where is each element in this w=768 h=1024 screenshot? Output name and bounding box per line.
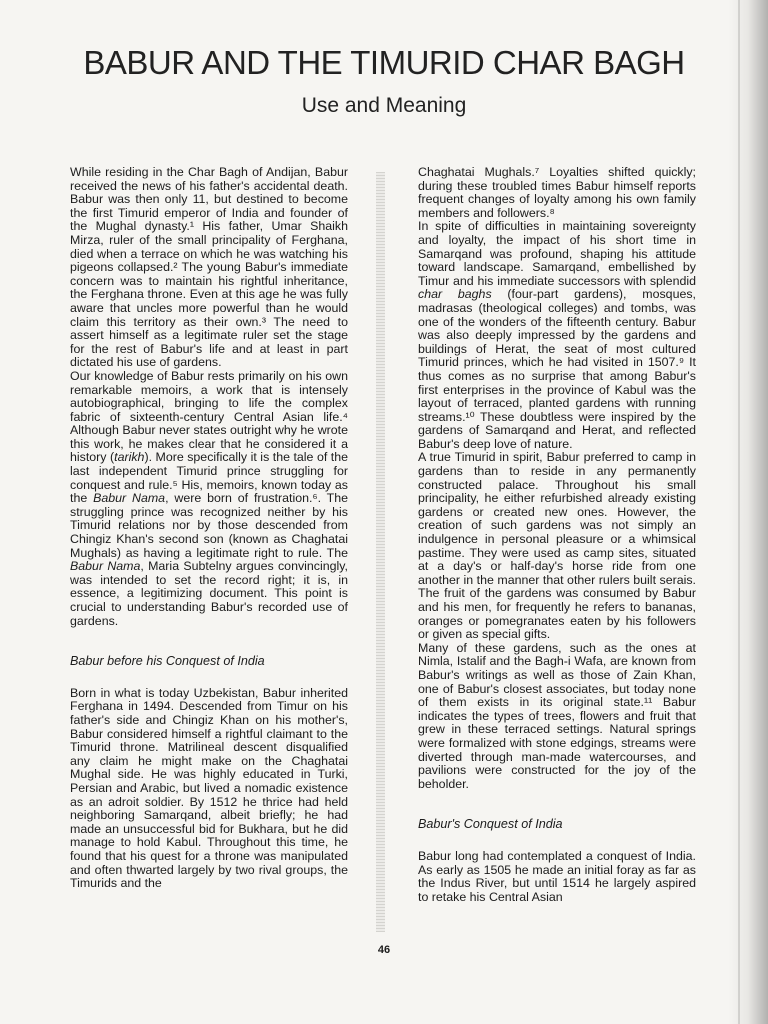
page-subtitle: Use and Meaning bbox=[301, 94, 467, 117]
left-column bbox=[70, 166, 348, 891]
column-divider bbox=[376, 172, 385, 932]
page-spine-line bbox=[738, 0, 740, 1024]
text-run: In spite of difficulties in maintaining sovereignty and loyalty, the impact of his short time in Samarqand was profound, shaping his attitude toward landscape. Samarqand, embellished by Timur and his immediate successors with splendid bbox=[418, 219, 696, 288]
italic-term: tarikh bbox=[114, 450, 145, 465]
text-run: , Maria Subtelny argues convincingly, was intended to set the record right; it is, in essence, a legitimizing document. This point is crucial to understanding Babur's recorded use of gardens. bbox=[70, 559, 348, 628]
page-number: 46 bbox=[377, 944, 391, 956]
page-title: BABUR AND THE TIMURID CHAR BAGH bbox=[83, 44, 685, 81]
paragraph bbox=[418, 220, 696, 451]
paragraph: Many of these gardens, such as the ones at Nimla, Istalif and the Bagh-i Wafa, are known from Babur's writings as well as those of Zain Khan, one of Babur's closest associates, but today none of them exists in its original state.¹¹ Babur indicates the types of trees, flowers and fruit that grew in these terraced settings. Natural springs were formalized with stone edgings, streams were diverted through man-made watercourses, and pavilions were constructed for the joy of the beholder. bbox=[418, 640, 696, 791]
paragraph: Chaghatai Mughals.⁷ Loyalties shifted quickly; during these troubled times Babur himself reports frequent changes of loyalty among his own family members and followers.⁸ bbox=[418, 165, 696, 220]
text-run: Our knowledge of Babur rests primarily on his own remarkable memoirs, a work that is intensely autobiographical, bringing to life the complex fabric of sixteenth-century Central Asian life.⁴ Although Babur never states outright why he wrote this work, he makes clear that he considered it a history ( bbox=[70, 368, 348, 465]
italic-term: char baghs bbox=[418, 287, 492, 302]
paragraph bbox=[70, 370, 348, 628]
paragraph: Babur long had contemplated a conquest of India. As early as 1505 he made an initial foray as far as the Indus River, but until 1514 he largely aspired to retake his Central Asian bbox=[418, 848, 696, 904]
right-column bbox=[418, 166, 696, 904]
text-run: (four-part gardens), mosques, madrasas (theological colleges) and tombs, was one of the wonders of the fifteenth century. Babur was also deeply impressed by the gardens and buildings of Herat, the seat of most cultured Timurid princes, which he had visited in 1507.⁹ It thus comes as no surprise that among Babur's first enterprises in the province of Kabul was the layout of terraced, planted gardens with running streams.¹⁰ These doubtless were inspired by the gardens of Samarqand and Herat, and reflected Babur's deep love of nature. bbox=[418, 287, 696, 451]
italic-term: Babur Nama bbox=[70, 559, 141, 574]
paragraph: Born in what is today Uzbekistan, Babur inherited Ferghana in 1494. Descended from Timur on his father's side and Chingiz Khan on his mother's, Babur considered himself a rightful claimant to the Timurid throne. Matrilineal descent disqualified any claim he might make on the Chaghatai Mughal side. He was highly educated in Turki, Persian and Arabic, but lived a nomadic existence as an adroit soldier. By 1512 he thrice had held neighboring Samarqand, albeit briefly; he had made an unsuccessful bid for Bukhara, but he did manage to hold Kabul. Throughout this time, he found that his quest for a throne was manipulated and often thwarted largely by two rival groups, the Timurids and the bbox=[70, 685, 348, 891]
italic-term: Babur Nama bbox=[93, 491, 166, 506]
section-heading: Babur before his Conquest of India bbox=[70, 654, 265, 669]
text-run: , were born of frustration.⁶. The struggling prince was recognized neither by his Timurid relations nor by those descended from Chingiz Khan's second son (known as Chaghatai Mughals) as having a legitimate right to rule. The bbox=[70, 491, 349, 560]
page-spine-shadow bbox=[728, 0, 768, 1024]
paragraph: While residing in the Char Bagh of Andijan, Babur received the news of his father's accidental death. Babur was then only 11, but destined to become the first Timurid emperor of India and founder of the Mughal dynasty.¹ His father, Umar Shaikh Mirza, ruler of the small principality of Ferghana, died when a terrace on which he was watching his pigeons collapsed.² The young Babur's immediate concern was to maintain his rightful inheritance, the Ferghana throne. Even at this age he was fully aware that uncles more powerful than he would claim this territory as their own.³ The need to assert himself as a legitimate ruler set the stage for the rest of Babur's life and at least in part dictated his use of gardens. bbox=[70, 165, 348, 370]
text-run: ). More specifically it is the tale of the last independent Timurid prince struggling for conquest and rule.⁵ His, memoirs, known today as the bbox=[70, 450, 348, 506]
paragraph: A true Timurid in spirit, Babur preferred to camp in gardens than to reside in any permanently constructed palace. Throughout his small principality, he either refurbished already existing gardens or created new ones. However, the creation of such gardens was not simply an indulgence in personal pleasure or a whimsical pastime. They were used as camp sites, situated at a day's or half-day's horse ride from one another in the manner that other rulers built serais. The fruit of the gardens was consumed by Babur and his men, for frequently he refers to bananas, oranges or pomegranates eaten by his followers or given as special gifts. bbox=[418, 450, 696, 642]
section-heading: Babur's Conquest of India bbox=[418, 817, 563, 832]
